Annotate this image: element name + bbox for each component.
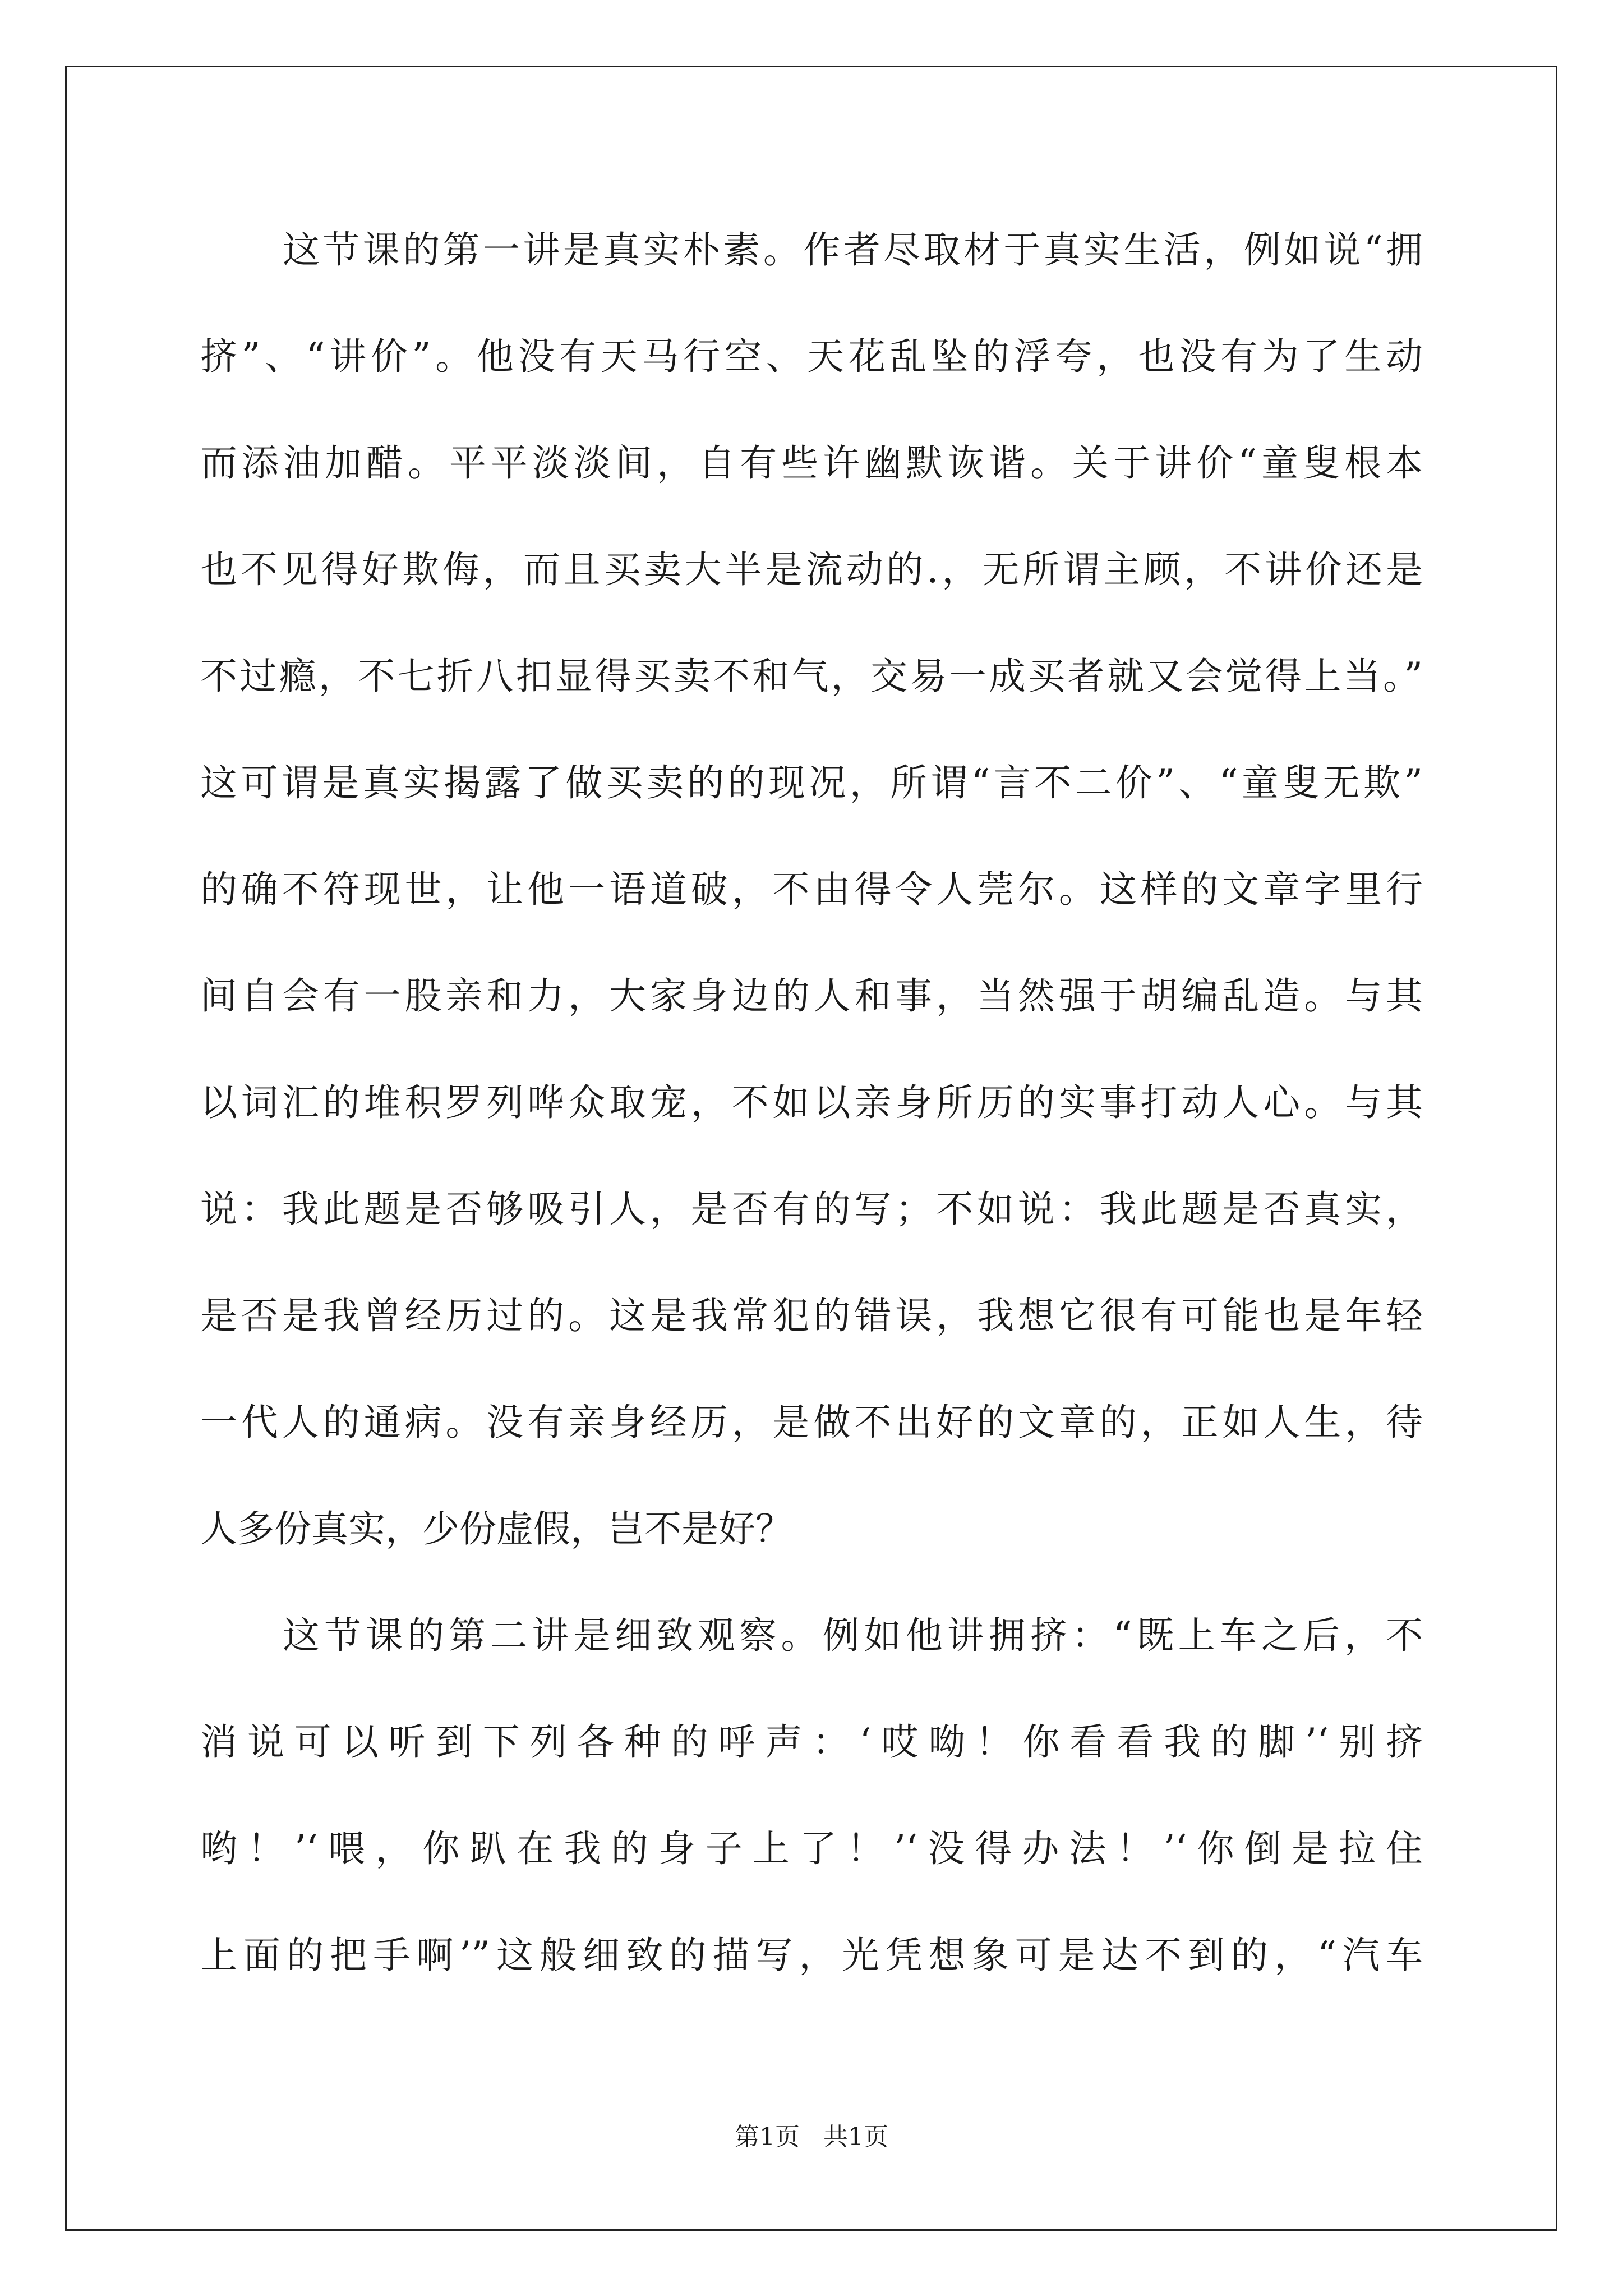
paragraph-line: 的确不符现世，让他一语道破，不由得令人莞尔。这样的文章字里行 [200, 868, 1423, 911]
paragraph-line: 挤”、“讲价”。他没有天马行空、天花乱坠的浮夸，也没有为了生动 [200, 335, 1423, 378]
paragraph-line: 是否是我曾经历过的。这是我常犯的错误，我想它很有可能也是年轻 [200, 1294, 1423, 1337]
paragraph-line: 也不见得好欺侮，而且买卖大半是流动的.，无所谓主顾，不讲价还是 [200, 548, 1423, 591]
paragraph-line: 间自会有一股亲和力，大家身边的人和事，当然强于胡编乱造。与其 [200, 974, 1423, 1018]
paragraph-line: 而添油加醋。平平淡淡间，自有些许幽默诙谐。关于讲价“童叟根本 [200, 441, 1423, 485]
paragraph-line: 这节课的第二讲是细致观察。例如他讲拥挤：“既上车之后，不 [283, 1614, 1423, 1657]
page-footer: 第1页 共1页 [735, 2123, 888, 2151]
document-body [200, 211, 1423, 2023]
paragraph-line: 不过瘾，不七折八扣显得买卖不和气，交易一成买者就又会觉得上当。” [200, 655, 1423, 698]
paragraph-line: 上面的把手啊’”这般细致的描写，光凭想象可是达不到的，“汽车 [200, 1934, 1423, 1977]
paragraph-line: 人多份真实，少份虚假，岂不是好？ [200, 1507, 792, 1550]
paragraph-line: 这可谓是真实揭露了做买卖的的现况，所谓“言不二价”、“童叟无欺” [200, 761, 1423, 804]
paragraph-line: 一代人的通病。没有亲身经历，是做不出好的文章的，正如人生，待 [200, 1401, 1423, 1444]
paragraph-line: 以词汇的堆积罗列哗众取宠，不如以亲身所历的实事打动人心。与其 [200, 1081, 1423, 1124]
paragraph-line: 这节课的第一讲是真实朴素。作者尽取材于真实生活，例如说“拥 [283, 228, 1423, 272]
paragraph-line: 哟！’‘喂，你趴在我的身子上了！’‘没得办法！’‘你倒是拉住 [200, 1827, 1423, 1870]
paragraph-line: 消说可以听到下列各种的呼声：‘哎呦！你看看我的脚’‘别挤 [200, 1720, 1423, 1764]
paragraph-line: 说：我此题是否够吸引人，是否有的写；不如说：我此题是否真实， [200, 1188, 1423, 1231]
